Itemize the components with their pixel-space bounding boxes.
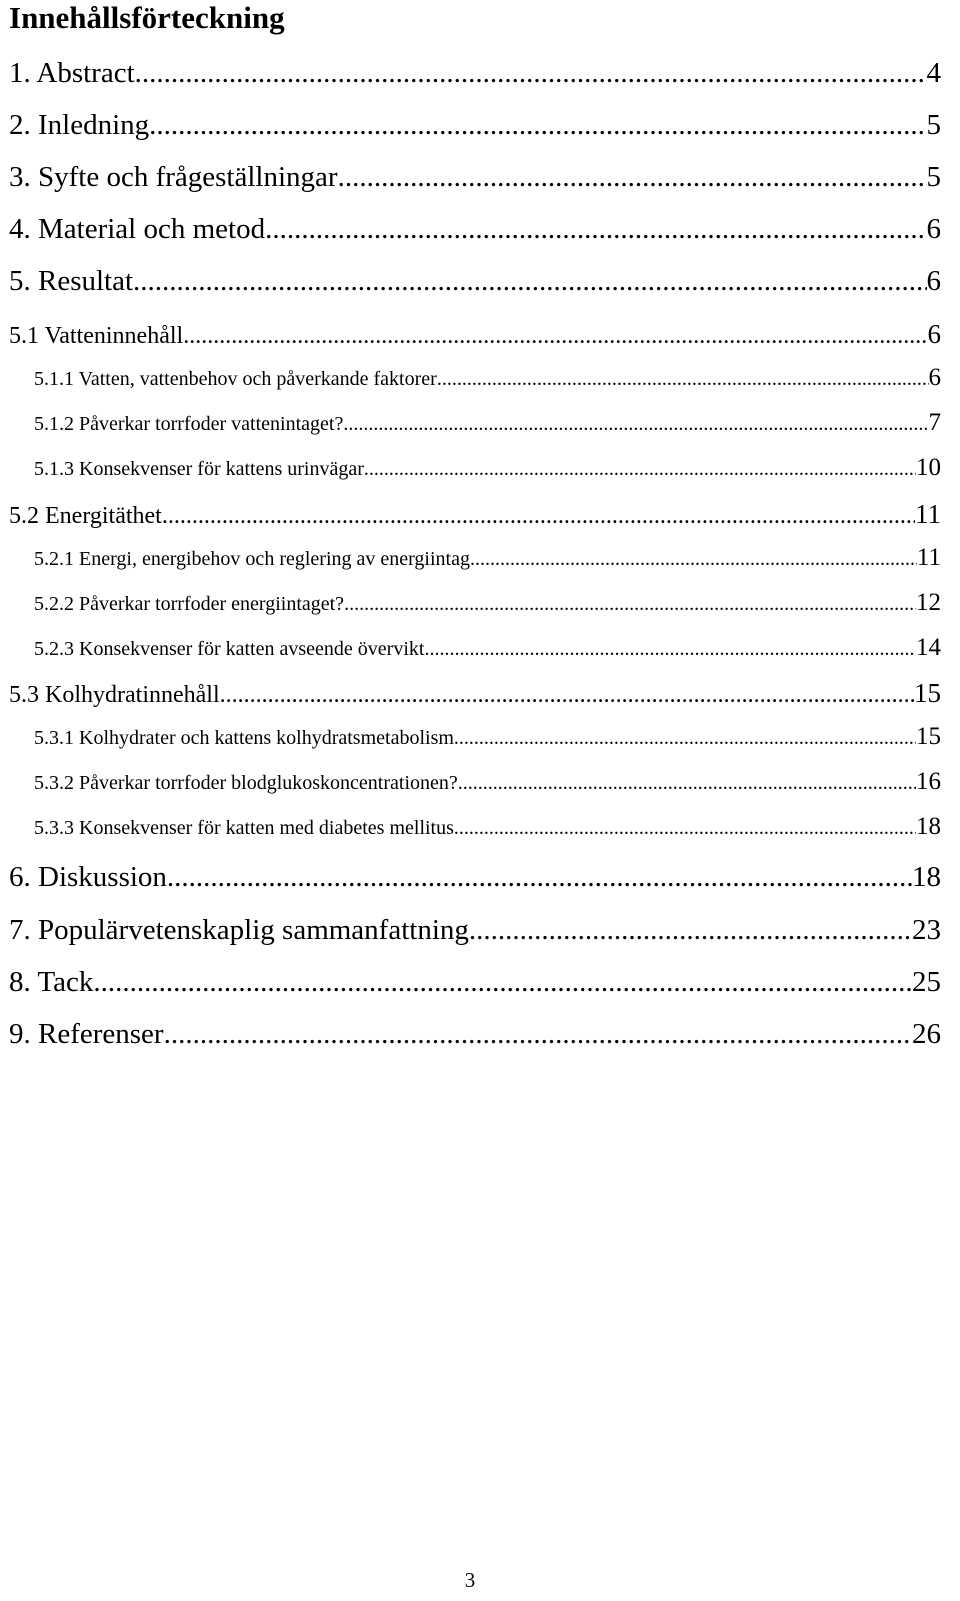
dot-leader — [162, 501, 915, 531]
dot-leader — [183, 321, 927, 351]
dot-leader — [167, 859, 912, 895]
toc-entry-diskussion[interactable] — [9, 859, 941, 895]
toc-entry-page: 25 — [912, 966, 941, 998]
toc-entry-page: 15 — [914, 678, 941, 708]
dot-leader — [164, 1016, 912, 1052]
toc-entry-energibehov[interactable] — [34, 545, 941, 572]
toc-entry-page: 14 — [916, 634, 941, 661]
toc-entry-popularvetenskaplig[interactable] — [9, 912, 941, 948]
dot-leader — [344, 591, 916, 617]
toc-entry-page: 15 — [916, 723, 941, 750]
toc-entry-label: 5.1.2 Påverkar torrfoder vattenintaget? — [34, 413, 344, 435]
toc-entry-inledning[interactable] — [9, 107, 941, 143]
toc-entry-page: 5 — [926, 109, 941, 141]
toc-entry-syfte[interactable] — [9, 159, 941, 195]
toc-entry-resultat[interactable] — [9, 263, 941, 299]
dot-leader — [424, 636, 916, 662]
dot-leader — [149, 107, 926, 143]
toc-entry-vatteninnehall[interactable] — [9, 319, 941, 351]
dot-leader — [93, 964, 912, 1000]
toc-entry-vatten-vattenbehov[interactable] — [34, 365, 941, 392]
toc-entry-page: 4 — [926, 57, 941, 89]
toc-entry-label: 6. Diskussion — [9, 861, 167, 893]
toc-entry-torrfoder-energiintag[interactable] — [34, 590, 941, 617]
toc-entry-label: 8. Tack — [9, 966, 94, 998]
toc-entry-label: 2. Inledning — [9, 109, 150, 141]
toc-entry-label: 5.3 Kolhydratinnehåll — [9, 682, 220, 708]
toc-entry-label: 5.3.1 Kolhydrater och kattens kolhydratsmetabolism — [34, 727, 454, 749]
toc-entry-page: 7 — [928, 409, 941, 436]
dot-leader — [343, 411, 928, 437]
toc-entry-page: 11 — [915, 499, 941, 529]
toc-entry-page: 6 — [928, 364, 941, 391]
toc-entry-energitathet[interactable] — [9, 499, 941, 531]
dot-leader — [364, 456, 916, 482]
toc-entry-label: 4. Material och metod — [9, 213, 266, 245]
toc-entry-page: 18 — [916, 813, 941, 840]
toc-entry-label: 5.1.3 Konsekvenser för kattens urinvägar — [34, 458, 364, 480]
toc-entry-label: 5.1.1 Vatten, vattenbehov och påverkande faktorer — [34, 368, 437, 390]
toc-entry-label: 3. Syfte och frågeställningar — [9, 161, 338, 193]
toc-entry-tack[interactable] — [9, 964, 941, 1000]
dot-leader — [133, 263, 926, 299]
toc-entry-torrfoder-vattenintag[interactable] — [34, 410, 941, 437]
toc-entry-kolhydratinnehall[interactable] — [9, 678, 941, 710]
toc-entry-blodglukos[interactable] — [34, 769, 941, 796]
toc-entry-label: 5.2.1 Energi, energibehov och reglering av energiintag — [34, 548, 470, 570]
dot-leader — [454, 815, 916, 841]
page-number: 3 — [464, 1568, 476, 1592]
toc-entry-label: 5. Resultat — [9, 265, 134, 297]
dot-leader — [458, 770, 916, 796]
toc-entry-label: 9. Referenser — [9, 1018, 164, 1050]
toc-entry-page: 10 — [916, 454, 941, 481]
toc-entry-abstract[interactable] — [9, 55, 941, 91]
toc-entry-page: 6 — [926, 213, 941, 245]
toc-entry-page: 6 — [926, 265, 941, 297]
toc-entry-page: 12 — [916, 589, 941, 616]
toc-entry-label: 5.2.3 Konsekvenser för katten avseende övervikt — [34, 638, 425, 660]
toc-entry-page: 11 — [916, 544, 941, 571]
toc-entry-label: 7. Populärvetenskaplig sammanfattning — [9, 914, 469, 946]
toc-entry-overvikt[interactable] — [34, 635, 941, 662]
toc-entry-page: 23 — [912, 914, 941, 946]
dot-leader — [454, 725, 916, 751]
toc-entry-label: 5.2 Energitäthet — [9, 503, 162, 529]
dot-leader — [338, 159, 927, 195]
toc-entry-urinvagar[interactable] — [34, 455, 941, 482]
dot-leader — [470, 546, 917, 572]
toc-entry-page: 5 — [926, 161, 941, 193]
dot-leader — [265, 211, 926, 247]
dot-leader — [135, 55, 927, 91]
dot-leader — [469, 912, 912, 948]
toc-entry-diabetes[interactable] — [34, 814, 941, 841]
toc-entry-label: 1. Abstract — [9, 57, 135, 89]
dot-leader — [437, 366, 929, 392]
toc-entry-referenser[interactable] — [9, 1016, 941, 1052]
toc-entry-label: 5.3.3 Konsekvenser för katten med diabetes mellitus — [34, 817, 454, 839]
toc-title: Innehållsförteckning — [9, 0, 285, 35]
toc-entry-label: 5.3.2 Påverkar torrfoder blodglukoskoncentrationen? — [34, 772, 458, 794]
toc-entry-label: 5.2.2 Påverkar torrfoder energiintaget? — [34, 593, 345, 615]
toc-entry-label: 5.1 Vatteninnehåll — [9, 323, 184, 349]
toc-entry-page: 26 — [912, 1018, 941, 1050]
toc-entry-page: 18 — [912, 861, 941, 893]
dot-leader — [220, 680, 914, 710]
toc-entry-page: 16 — [916, 768, 941, 795]
toc-entry-material-metod[interactable] — [9, 211, 941, 247]
toc-entry-page: 6 — [927, 319, 941, 349]
toc-entry-kolhydratsmetabolism[interactable] — [34, 724, 941, 751]
